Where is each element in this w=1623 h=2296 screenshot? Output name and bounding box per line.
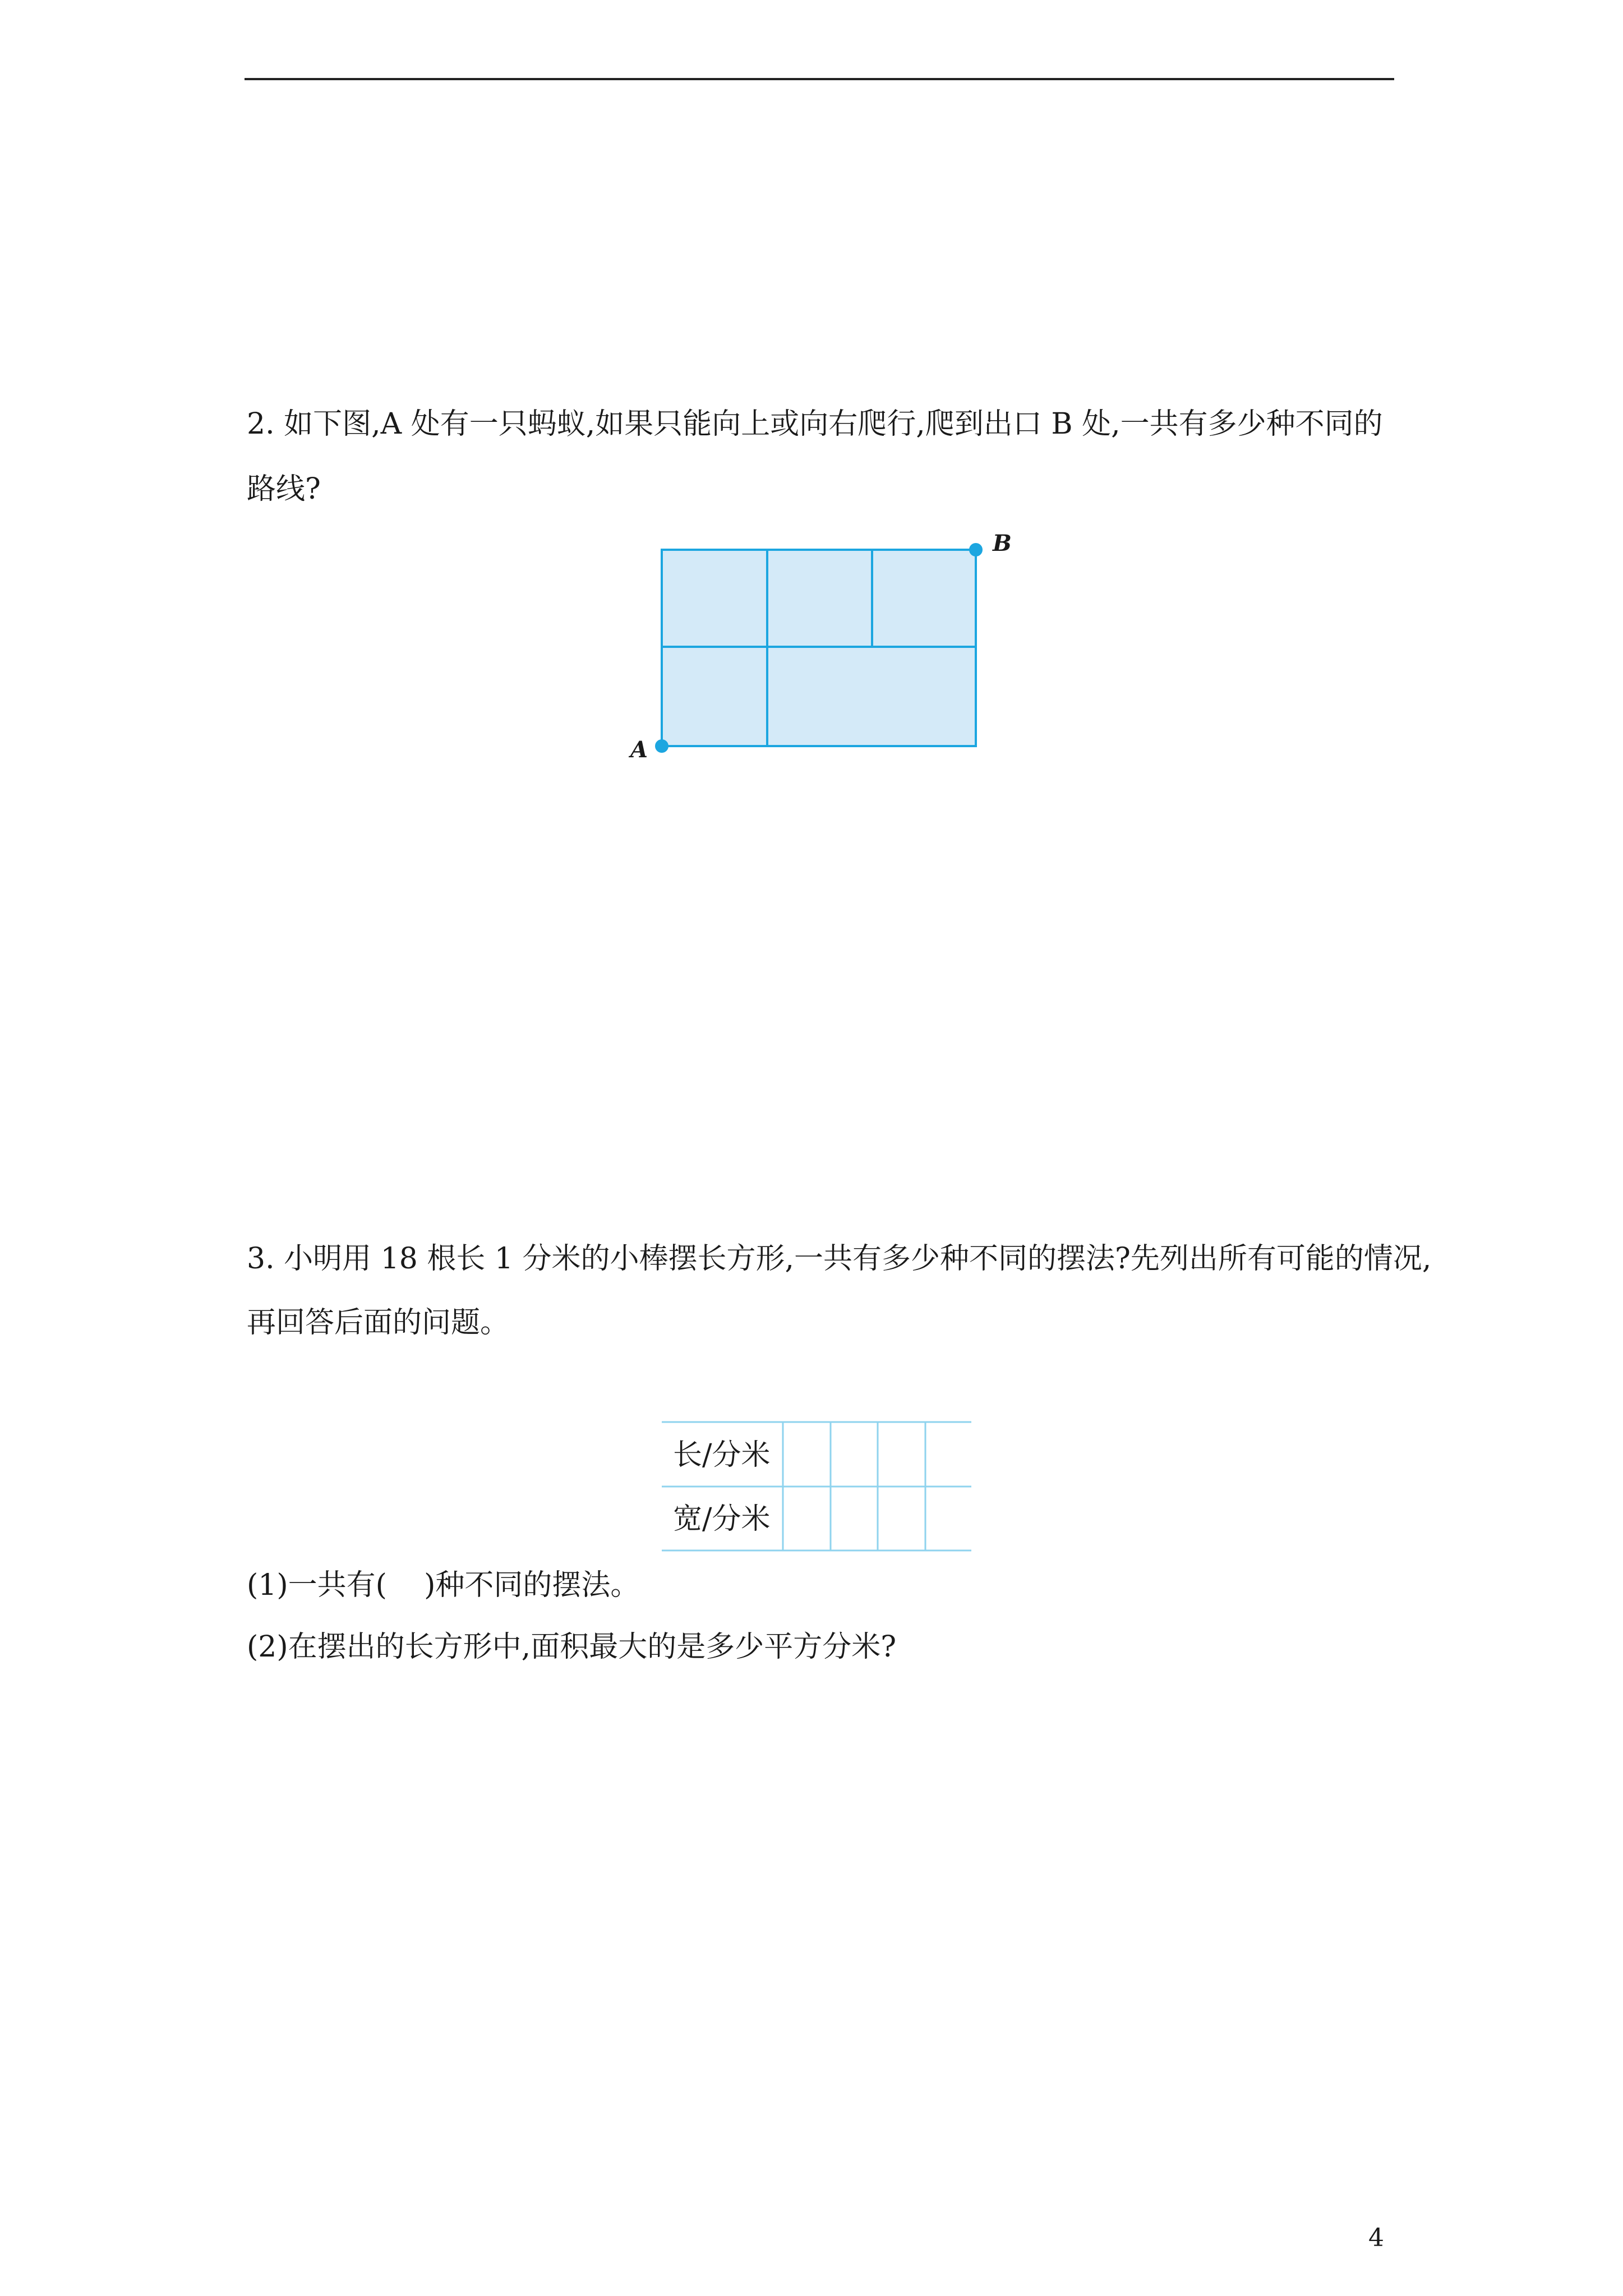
- table-row-header-width: 宽/分米: [673, 1502, 771, 1536]
- question-3-sub-1: (1)一共有( )种不同的摆法。: [247, 1568, 640, 1602]
- table-row-header-length: 长/分米: [673, 1438, 771, 1472]
- point-b-dot: [969, 543, 983, 556]
- point-a-label: A: [630, 737, 648, 763]
- page-number: 4: [1368, 2224, 1384, 2252]
- question-3-sub-2: (2)在摆出的长方形中,面积最大的是多少平方分米?: [247, 1630, 897, 1664]
- question-3-text: 3. 小明用 18 根长 1 分米的小棒摆长方形,一共有多少种不同的摆法?先列出所有可能的情况,: [247, 1242, 1432, 1276]
- question-3-text-continued: 再回答后面的问题。: [247, 1306, 510, 1340]
- header-rule: [245, 78, 1394, 80]
- point-b-label: B: [993, 530, 1012, 556]
- question-2-text-continued: 路线?: [247, 472, 321, 506]
- question-2-text: 2. 如下图,A 处有一只蚂蚁,如果只能向上或向右爬行,爬到出口 B 处,一共有多少种不同的: [247, 407, 1383, 441]
- point-a-dot: [655, 739, 668, 753]
- length-width-table: [662, 1421, 976, 1553]
- ant-path-grid-figure: [606, 527, 1054, 763]
